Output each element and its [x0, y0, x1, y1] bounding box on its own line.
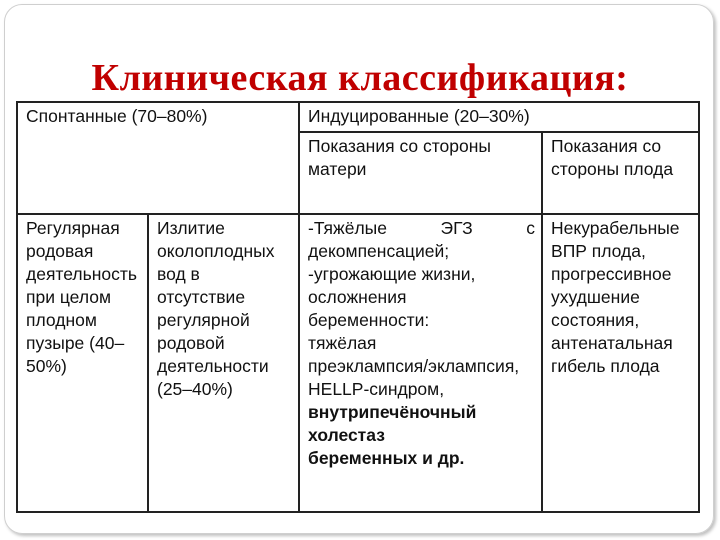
- maternal-line: внутрипечёночный: [308, 402, 477, 422]
- fetal-indications-cell: Некурабельные ВПР плода, прогрессивное ухудшение состояния, антенатальная гибель плода: [542, 214, 699, 512]
- maternal-line: беременных и др.: [308, 448, 465, 468]
- maternal-line: -угрожающие жизни,: [308, 264, 476, 284]
- maternal-line: тяжёлая: [308, 333, 377, 353]
- amniotic-fluid-cell: Излитие околоплодных вод в отсутствие регулярной родовой деятельности (25–40%): [148, 214, 299, 512]
- regular-labor-cell: Регулярная родовая деятельность при целом плодном пузыре (40–50%): [17, 214, 148, 512]
- fetal-indications-header: Показания со стороны плода: [542, 132, 699, 214]
- maternal-indications-cell: [299, 214, 542, 512]
- maternal-line: осложнения: [308, 287, 407, 307]
- induced-header: Индуцированные (20–30%): [299, 102, 699, 132]
- classification-table: [16, 101, 700, 513]
- maternal-line: беременности:: [308, 310, 430, 330]
- maternal-line: -Тяжёлые ЭГЗ с: [308, 218, 536, 238]
- maternal-line: HELLP-синдром,: [308, 379, 445, 399]
- maternal-indications-header: Показания со стороны матери: [299, 132, 542, 214]
- table-row: [17, 214, 699, 512]
- maternal-line: преэклампсия/эклампсия,: [308, 356, 520, 376]
- slide-title: Клиническая классификация:: [91, 57, 629, 99]
- spontaneous-header: Спонтанные (70–80%): [17, 102, 299, 214]
- maternal-line: декомпенсацией;: [308, 241, 450, 261]
- maternal-line: холестаз: [308, 425, 385, 445]
- table-row: [17, 102, 699, 132]
